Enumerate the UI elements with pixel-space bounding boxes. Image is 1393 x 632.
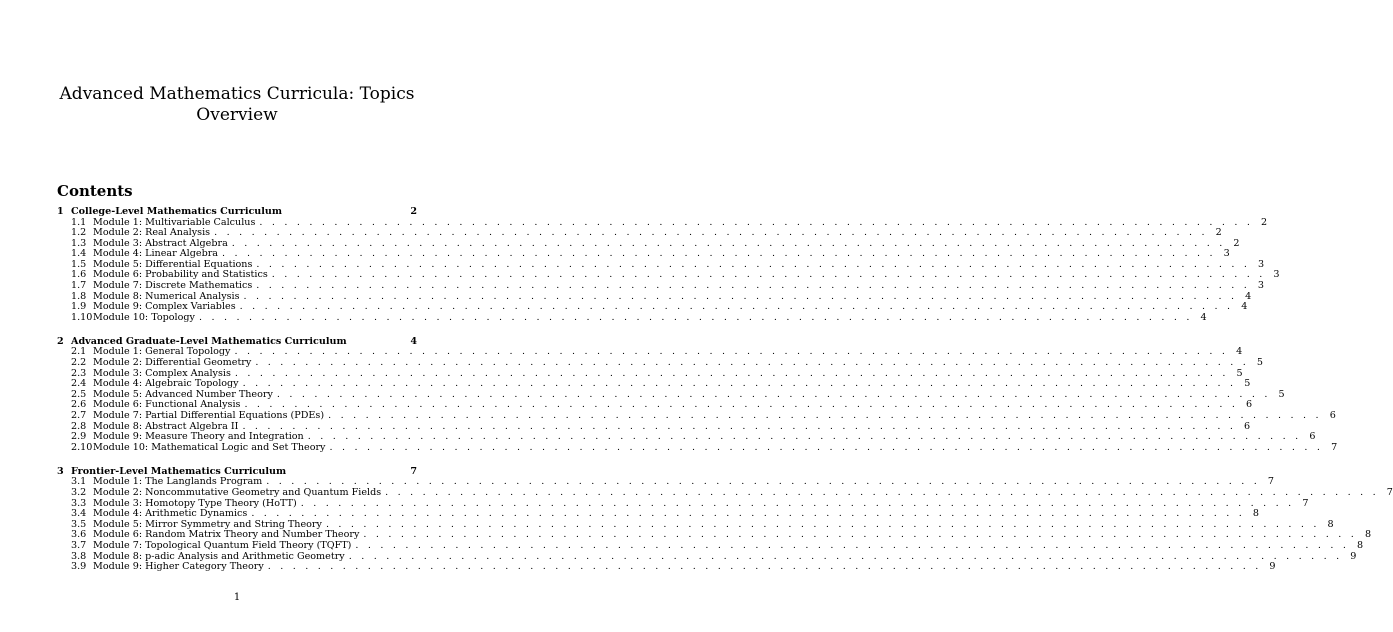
toc-section-page: 2	[410, 206, 417, 217]
toc-entry-number: 1.9	[71, 301, 87, 313]
toc-section-page: 7	[410, 465, 417, 477]
toc-entry-number: 3.6	[71, 529, 87, 541]
toc-entry-number: 3.2	[71, 486, 87, 498]
toc-entry-page: 5	[1256, 357, 1263, 369]
toc-leader-dots: . . . . . . . . . . . . . . . . . . . . . . . . . . . . . . . . . . . . . . . . . . . . . . . . . . . . . . . . . . . . . . . . . . . . . . . . . . . . . . . .	[256, 258, 1251, 270]
toc-entry-title: Module 1: Multivariable Calculus	[93, 216, 256, 228]
toc-entry-title: Module 4: Algebraic Topology	[93, 378, 239, 390]
toc-entry-number: 2.9	[71, 431, 87, 443]
toc-entry[interactable]	[57, 311, 1207, 324]
toc-leader-dots: . . . . . . . . . . . . . . . . . . . . . . . . . . . . . . . . . . . . . . . . . . . . . . . . . . . . . . . . . . . . . . . . . . . . . . . . . . . . . . . .	[214, 227, 1208, 239]
toc-leader-dots: . . . . . . . . . . . . . . . . . . . . . . . . . . . . . . . . . . . . . . . . . . . . . . . . . . . . . . . . . . . . . . . . . . . . . . . . . . . . . . . .	[255, 357, 1249, 369]
toc-entry-number: 1.2	[71, 227, 87, 239]
toc-leader-dots: . . . . . . . . . . . . . . . . . . . . . . . . . . . . . . . . . . . . . . . . . . . . . . . . . . . . . . . . . . . . . . . . . . . . . . . . . . . . . . . .	[328, 410, 1322, 421]
toc-leader-dots: . . . . . . . . . . . . . . . . . . . . . . . . . . . . . . . . . . . . . . . . . . . . . . . . . . . . . . . . . . . . . . . . . . . . . . . . . . . . . . . .	[325, 518, 1320, 530]
toc-section-title: College-Level Mathematics Curriculum	[71, 206, 283, 217]
toc-entry-title: Module 3: Abstract Algebra	[93, 237, 228, 249]
toc-section-title: Frontier-Level Mathematics Curriculum	[71, 465, 287, 477]
toc-entry-number: 1.4	[71, 248, 87, 260]
toc-entry[interactable]	[57, 486, 1393, 499]
table-of-contents	[57, 206, 1393, 585]
title-line-2: Overview	[196, 105, 278, 125]
toc-entry-number: 2.2	[71, 357, 87, 369]
toc-entry-title: Module 9: Measure Theory and Integration	[93, 431, 304, 443]
toc-leader-dots: . . . . . . . . . . . . . . . . . . . . . . . . . . . . . . . . . . . . . . . . . . . . . . . . . . . . . . . . . . . . . . . . . . . . . . . . . . . . . . . .	[243, 290, 1238, 302]
page-number: 1	[233, 592, 241, 603]
toc-leader-dots: . . . . . . . . . . . . . . . . . . . . . . . . . . . . . . . . . . . . . . . . . . . . . . . . . . . . . . . . . . . . . . . . . . . . . . . . . . . . . . . .	[307, 431, 1302, 443]
toc-leader-dots: . . . . . . . . . . . . . . . . . . . . . . . . . . . . . . . . . . . . . . . . . . . . . . . . . . . . . . . . . . . . . . . . . . . . . . . . . . . . . . . .	[239, 301, 1234, 313]
toc-entry-number: 2.8	[71, 420, 87, 432]
toc-entry-number: 3.3	[71, 497, 87, 509]
toc-entry-title: Module 10: Mathematical Logic and Set Theory	[93, 441, 326, 453]
toc-entry-page: 7	[1267, 476, 1274, 488]
toc-leader-dots: . . . . . . . . . . . . . . . . . . . . . . . . . . . . . . . . . . . . . . . . . . . . . . . . . . . . . . . . . . . . . . . . . . . . . . . . . . . . . . . .	[267, 561, 1262, 573]
toc-section-heading[interactable]	[57, 206, 417, 218]
toc-entry-page: 6	[1246, 399, 1253, 411]
toc-entry[interactable]	[57, 410, 1336, 422]
toc-entry-title: Module 9: Higher Category Theory	[93, 561, 264, 573]
toc-entry-page: 4	[1236, 346, 1243, 358]
toc-entry-number: 1.10	[71, 311, 93, 323]
toc-entry-page: 3	[1257, 280, 1264, 292]
toc-entry-page: 2	[1260, 216, 1268, 228]
toc-entry-number: 1.3	[71, 237, 87, 249]
toc-entry-title: Module 4: Linear Algebra	[93, 248, 219, 260]
toc-entry-number: 2.6	[71, 399, 87, 411]
toc-entry-page: 4	[1200, 311, 1207, 323]
toc-entry[interactable]	[57, 441, 1338, 454]
toc-entry-number: 2.7	[71, 410, 87, 421]
toc-entry-page: 4	[1245, 290, 1252, 302]
toc-leader-dots: . . . . . . . . . . . . . . . . . . . . . . . . . . . . . . . . . . . . . . . . . . . . . . . . . . . . . . . . . . . . . . . . . . . . . . . . . . . . . . . .	[276, 388, 1271, 400]
toc-entry-page: 3	[1273, 269, 1280, 281]
toc-entry-title: Module 2: Differential Geometry	[93, 357, 252, 369]
toc-entry-number: 2.10	[71, 441, 93, 453]
toc-leader-dots: . . . . . . . . . . . . . . . . . . . . . . . . . . . . . . . . . . . . . . . . . . . . . . . . . . . . . . . . . . . . . . . . . . . . . . . . . . . . . . . .	[348, 550, 1343, 562]
toc-entry-page: 2	[1233, 237, 1240, 249]
toc-entry-number: 2.3	[71, 367, 87, 379]
toc-entry-title: Module 7: Partial Differential Equations (PDEs)	[93, 410, 325, 421]
toc-entry-title: Module 6: Functional Analysis	[93, 399, 241, 411]
toc-leader-dots: . . . . . . . . . . . . . . . . . . . . . . . . . . . . . . . . . . . . . . . . . . . . . . . . . . . . . . . . . . . . . . . . . . . . . . . . . . . . . . . .	[244, 399, 1239, 411]
toc-entry-title: Module 5: Advanced Number Theory	[93, 388, 273, 400]
toc-leader-dots: . . . . . . . . . . . . . . . . . . . . . . . . . . . . . . . . . . . . . . . . . . . . . . . . . . . . . . . . . . . . . . . . . . . . . . . . . . . . . . . .	[242, 420, 1237, 432]
toc-entry-number: 3.1	[71, 476, 87, 488]
toc-leader-dots: . . . . . . . . . . . . . . . . . . . . . . . . . . . . . . . . . . . . . . . . . . . . . . . . . . . . . . . . . . . . . . . . . . . . . . . . . . . . . . . .	[251, 508, 1245, 520]
toc-entry-number: 3.5	[71, 518, 87, 530]
toc-entry-number: 1.8	[71, 290, 87, 302]
toc-entry-page: 3	[1223, 248, 1230, 260]
toc-leader-dots: . . . . . . . . . . . . . . . . . . . . . . . . . . . . . . . . . . . . . . . . . . . . . . . . . . . . . . . . . . . . . . . . . . . . . . . . . . . . . . . .	[259, 216, 1254, 228]
toc-entry-title: Module 6: Random Matrix Theory and Number Theory	[93, 529, 360, 541]
toc-entry-page: 3	[1257, 258, 1265, 270]
toc-entry-number: 1.6	[71, 269, 87, 281]
toc-section-number: 2	[57, 335, 64, 347]
toc-entry-page: 6	[1309, 431, 1316, 443]
toc-entry-page: 8	[1327, 518, 1334, 530]
toc-entry-page: 7	[1331, 441, 1338, 453]
toc-entry-page: 5	[1278, 388, 1285, 400]
toc-leader-dots: . . . . . . . . . . . . . . . . . . . . . . . . . . . . . . . . . . . . . . . . . . . . . . . . . . . . . . . . . . . . . . . . . . . . . . . . . . . . . . . .	[329, 441, 1324, 453]
toc-section-number: 3	[57, 465, 64, 477]
toc-entry-page: 2	[1215, 227, 1222, 239]
toc-leader-dots: . . . . . . . . . . . . . . . . . . . . . . . . . . . . . . . . . . . . . . . . . . . . . . . . . . . . . . . . . . . . . . . . . . . . . . . . . . . . . . . .	[266, 476, 1260, 488]
toc-leader-dots: . . . . . . . . . . . . . . . . . . . . . . . . . . . . . . . . . . . . . . . . . . . . . . . . . . . . . . . . . . . . . . . . . . . . . . . . . . . . . . . .	[256, 280, 1250, 292]
toc-entry-page: 8	[1364, 529, 1372, 541]
toc-entry-title: Module 2: Real Analysis	[93, 227, 211, 239]
toc-entry-title: Module 7: Discrete Mathematics	[93, 280, 253, 292]
toc-leader-dots: . . . . . . . . . . . . . . . . . . . . . . . . . . . . . . . . . . . . . . . . . . . . . . . . . . . . . . . . . . . . . . . . . . . . . . . . . . . . . . . .	[355, 539, 1350, 551]
toc-entry-title: Module 8: Abstract Algebra II	[93, 420, 239, 432]
toc-entry-number: 1.1	[71, 216, 87, 228]
toc-entry-title: Module 2: Noncommutative Geometry and Quantum Fields	[93, 486, 382, 498]
toc-leader-dots: . . . . . . . . . . . . . . . . . . . . . . . . . . . . . . . . . . . . . . . . . . . . . . . . . . . . . . . . . . . . . . . . . . . . . . . . . . . . . . . .	[363, 529, 1358, 541]
toc-entry-title: Module 8: p-adic Analysis and Arithmetic Geometry	[93, 550, 345, 562]
toc-entry[interactable]	[57, 561, 1276, 573]
document-title	[0, 84, 474, 126]
toc-section	[57, 465, 1393, 573]
toc-entry-page: 4	[1241, 301, 1248, 313]
toc-leader-dots: . . . . . . . . . . . . . . . . . . . . . . . . . . . . . . . . . . . . . . . . . . . . . . . . . . . . . . . . . . . . . . . . . . . . . . . . . . . . . . . .	[198, 311, 1193, 323]
toc-section-title: Advanced Graduate-Level Mathematics Curriculum	[71, 335, 347, 347]
toc-leader-dots: . . . . . . . . . . . . . . . . . . . . . . . . . . . . . . . . . . . . . . . . . . . . . . . . . . . . . . . . . . . . . . . . . . . . . . . . . . . . . . . .	[234, 346, 1229, 358]
toc-leader-dots: . . . . . . . . . . . . . . . . . . . . . . . . . . . . . . . . . . . . . . . . . . . . . . . . . . . . . . . . . . . . . . . . . . . . . . . . . . . . . . . .	[222, 248, 1216, 260]
toc-entry-title: Module 1: General Topology	[93, 346, 231, 358]
toc-section-number: 1	[57, 206, 64, 217]
toc-entry-page: 9	[1350, 550, 1357, 562]
toc-entry-number: 1.5	[71, 258, 87, 270]
toc-entry-page: 9	[1269, 561, 1276, 573]
toc-leader-dots: . . . . . . . . . . . . . . . . . . . . . . . . . . . . . . . . . . . . . . . . . . . . . . . . . . . . . . . . . . . . . . . . . . . . . . . . . . . . . . . .	[231, 237, 1226, 249]
toc-entry-page: 5	[1236, 367, 1243, 379]
toc-entry-page: 7	[1386, 486, 1393, 498]
toc-entry-number: 3.9	[71, 561, 87, 573]
toc-entry-page: 6	[1329, 410, 1336, 421]
toc-entry[interactable]	[57, 539, 1364, 552]
toc-entry-page: 7	[1302, 497, 1309, 509]
toc-entry-page: 5	[1244, 378, 1251, 390]
toc-section	[57, 206, 1280, 323]
toc-entry-title: Module 9: Complex Variables	[93, 301, 236, 313]
toc-leader-dots: . . . . . . . . . . . . . . . . . . . . . . . . . . . . . . . . . . . . . . . . . . . . . . . . . . . . . . . . . . . . . . . . . . . . . . . . . . . . . . . .	[271, 269, 1266, 281]
toc-section	[57, 335, 1338, 453]
toc-entry-title: Module 10: Topology	[93, 311, 195, 323]
contents-heading: Contents	[57, 182, 133, 200]
toc-entry-title: Module 4: Arithmetic Dynamics	[93, 508, 248, 520]
toc-entry-title: Module 7: Topological Quantum Field Theory (TQFT)	[93, 539, 352, 551]
toc-entry-title: Module 1: The Langlands Program	[93, 476, 263, 488]
toc-entry-number: 1.7	[71, 280, 87, 292]
toc-entry-title: Module 5: Differential Equations	[93, 258, 253, 270]
toc-entry-page: 8	[1252, 508, 1259, 520]
toc-entry-page: 8	[1356, 539, 1364, 551]
toc-entry-title: Module 8: Numerical Analysis	[93, 290, 240, 302]
toc-entry-title: Module 3: Homotopy Type Theory (HoTT)	[93, 497, 297, 509]
toc-leader-dots: . . . . . . . . . . . . . . . . . . . . . . . . . . . . . . . . . . . . . . . . . . . . . . . . . . . . . . . . . . . . . . . . . . . . . . . . . . . . . . . .	[242, 378, 1237, 390]
toc-entry-number: 2.5	[71, 388, 87, 400]
toc-entry-title: Module 5: Mirror Symmetry and String Theory	[93, 518, 322, 530]
toc-leader-dots: . . . . . . . . . . . . . . . . . . . . . . . . . . . . . . . . . . . . . . . . . . . . . . . . . . . . . . . . . . . . . . . . . . . . . . . . . . . . . . . .	[385, 486, 1379, 498]
toc-entry-page: 6	[1244, 420, 1251, 432]
toc-entry-title: Module 6: Probability and Statistics	[93, 269, 268, 281]
toc-entry-number: 3.8	[71, 550, 87, 562]
toc-entry-number: 2.4	[71, 378, 87, 390]
title-line-1: Advanced Mathematics Curricula: Topics	[59, 84, 415, 104]
toc-leader-dots: . . . . . . . . . . . . . . . . . . . . . . . . . . . . . . . . . . . . . . . . . . . . . . . . . . . . . . . . . . . . . . . . . . . . . . . . . . . . . . . .	[300, 497, 1295, 509]
toc-entry-number: 3.4	[71, 508, 87, 520]
toc-leader-dots: . . . . . . . . . . . . . . . . . . . . . . . . . . . . . . . . . . . . . . . . . . . . . . . . . . . . . . . . . . . . . . . . . . . . . . . . . . . . . . . .	[234, 367, 1229, 379]
toc-section-page: 4	[410, 335, 417, 347]
toc-entry-title: Module 3: Complex Analysis	[93, 367, 231, 379]
toc-entry-number: 2.1	[71, 346, 87, 358]
toc-entry-number: 3.7	[71, 539, 87, 551]
